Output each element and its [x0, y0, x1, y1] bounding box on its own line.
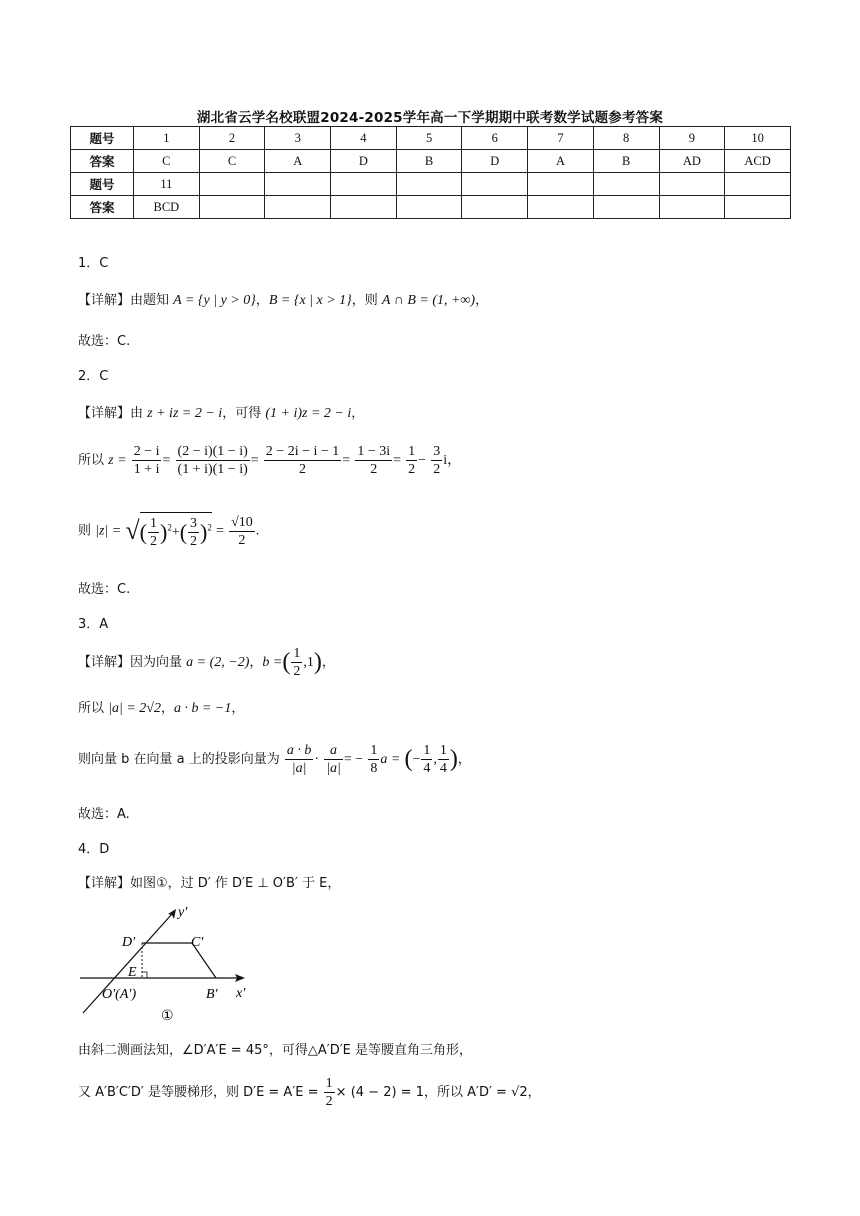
- table-cell: [593, 173, 659, 196]
- q2-derivation: 所以 z = $\frac{2 - i}{1 + i}$ = $\frac{(2 - i)(1 - i)}{(1 + i)(1 - i)}$ = $\frac{2 - 2i - i - 1}{2}$ = $\frac{1 - 3i}{2}$ = $\frac{1}{2}$ − $\frac{3}{2}$ i，: [78, 444, 462, 477]
- q3-heading: 3．A: [78, 617, 109, 632]
- table-cell: AD: [659, 150, 725, 173]
- table-cell: [593, 196, 659, 219]
- question-number-row: [71, 173, 791, 196]
- table-cell: [725, 196, 791, 219]
- table-cell: 4: [331, 127, 397, 150]
- table-cell: [265, 173, 331, 196]
- table-cell: ACD: [725, 150, 791, 173]
- label-d: D′: [122, 935, 136, 950]
- vector-a: a = (2, −2): [186, 655, 250, 670]
- equation: (1 + i)z = 2 − i: [265, 406, 352, 421]
- table-cell: 1: [134, 127, 200, 150]
- table-cell: 6: [462, 127, 528, 150]
- answer-row: [71, 196, 791, 219]
- table-cell: B: [593, 150, 659, 173]
- oblique-trapezoid-figure: [75, 903, 275, 1023]
- table-cell: [528, 196, 594, 219]
- page-title: 湖北省云学名校联盟2024-2025学年高一下学期期中联考数学试题参考答案: [196, 110, 664, 126]
- table-cell: A: [528, 150, 594, 173]
- table-cell: B: [396, 150, 462, 173]
- table-cell: 10: [725, 127, 791, 150]
- fraction: $\frac{√10}{2}$: [231, 514, 253, 548]
- table-cell: [462, 173, 528, 196]
- fraction: $\frac{1}{2}$: [408, 444, 416, 477]
- fraction: $\frac{(2 - i)(1 - i)}{(1 + i)(1 - i)}$: [177, 444, 248, 477]
- q1-detail: 【详解】由题知 A = {y | y > 0}，B = {x | x > 1}，则 A ∩ B = (1, +∞)，: [78, 293, 489, 308]
- table-cell: A: [265, 150, 331, 173]
- q4-heading: 4．D: [78, 842, 110, 857]
- table-cell: [725, 173, 791, 196]
- label-c: C′: [191, 935, 204, 950]
- equation: z + iz = 2 − i: [147, 406, 223, 421]
- detail-tag: 【详解】: [78, 655, 131, 670]
- q4-detail: 【详解】如图①，过 D′ 作 D′E ⊥ O′B′ 于 E，: [78, 876, 341, 891]
- table-cell: 2: [199, 127, 265, 150]
- right-angle-mark: [142, 972, 147, 978]
- row-header-cell: 题号: [71, 173, 134, 196]
- fraction: $\frac{3}{2}$: [433, 444, 441, 477]
- fraction: $\frac{1}{8}$: [370, 743, 378, 776]
- q4-line3: 又 A′B′C′D′ 是等腰梯形，则 D′E = A′E = $\frac{1}{2}$ × (4 − 2) = 1，所以 A′D′ = √2，: [78, 1076, 541, 1109]
- table-cell: [528, 173, 594, 196]
- q4-line2: 由斜二测画法知，∠D′A′E = 45°，可得△A′D′E 是等腰直角三角形，: [78, 1043, 473, 1058]
- q1-heading: 1．C: [78, 256, 109, 271]
- row-header-cell: 答案: [71, 196, 134, 219]
- table-cell: D: [331, 150, 397, 173]
- q2-conclusion: 故选：C.: [78, 582, 131, 597]
- table-cell: [199, 173, 265, 196]
- answer-table: [70, 126, 791, 219]
- fraction: $\frac{1}{2}$: [325, 1076, 333, 1109]
- question-number-row: [71, 127, 791, 150]
- table-cell: 7: [528, 127, 594, 150]
- table-cell: [396, 196, 462, 219]
- row-header-cell: 答案: [71, 150, 134, 173]
- set-a: A = {y | y > 0}: [173, 293, 256, 308]
- label-y: y′: [178, 905, 188, 920]
- q3-detail: 【详解】因为向量 a = (2, −2)，b =( $\frac{1}{2}$ ,1)，: [78, 646, 335, 679]
- fraction: $\frac{2 - 2i - i - 1}{2}$: [265, 444, 340, 477]
- table-cell: [659, 196, 725, 219]
- q3-projection: 则向量 b 在向量 a 上的投影向量为 $\frac{a \cdot b}{|a|}$ · $\frac{a}{|a|}$ = − $\frac{1}{8}$ a = (− $\frac{1}{4}$ , $\frac{1}{4}$ )，: [78, 743, 471, 776]
- row-header-cell: 题号: [71, 127, 134, 150]
- figure-caption: ①: [161, 1008, 174, 1023]
- q2-modulus: 则 |z| = √( $\frac{1}{2}$ )$^2$+( $\frac{3}{2}$ )$^2$ = $\frac{√10}{2}$ .: [78, 512, 259, 550]
- table-cell: [331, 173, 397, 196]
- detail-tag: 【详解】: [78, 406, 131, 421]
- detail-tag: 【详解】: [78, 876, 131, 891]
- q3-magnitude: 所以 |a| = 2√2，a · b = −1，: [78, 701, 245, 716]
- table-cell: [331, 196, 397, 219]
- label-b: B′: [206, 987, 218, 1002]
- label-e: E: [128, 965, 137, 980]
- table-cell: 5: [396, 127, 462, 150]
- table-cell: 3: [265, 127, 331, 150]
- q2-heading: 2．C: [78, 369, 109, 384]
- q1-conclusion: 故选：C.: [78, 334, 131, 349]
- detail-tag: 【详解】: [78, 293, 131, 308]
- answer-row: [71, 150, 791, 173]
- table-cell: [265, 196, 331, 219]
- table-cell: [396, 173, 462, 196]
- intersection: A ∩ B = (1, +∞): [381, 293, 476, 308]
- fraction: $\frac{a \cdot b}{|a|}$: [286, 743, 312, 776]
- q2-detail: 【详解】由 z + iz = 2 − i，可得 (1 + i)z = 2 − i，: [78, 406, 365, 421]
- table-cell: [199, 196, 265, 219]
- label-x: x′: [236, 986, 246, 1001]
- table-cell: [659, 173, 725, 196]
- table-cell: 9: [659, 127, 725, 150]
- table-cell: 8: [593, 127, 659, 150]
- table-cell: D: [462, 150, 528, 173]
- label-o: O′(A′): [102, 987, 137, 1002]
- fraction: $\frac{a}{|a|}$: [326, 743, 341, 776]
- fraction: $\frac{1 - 3i}{2}$: [357, 444, 391, 477]
- q3-conclusion: 故选：A.: [78, 807, 130, 822]
- fraction: $\frac{2 - i}{1 + i}$: [133, 444, 160, 477]
- table-cell: BCD: [134, 196, 200, 219]
- table-cell: C: [134, 150, 200, 173]
- set-b: B = {x | x > 1}: [268, 293, 352, 308]
- table-cell: C: [199, 150, 265, 173]
- table-cell: 11: [134, 173, 200, 196]
- table-cell: [462, 196, 528, 219]
